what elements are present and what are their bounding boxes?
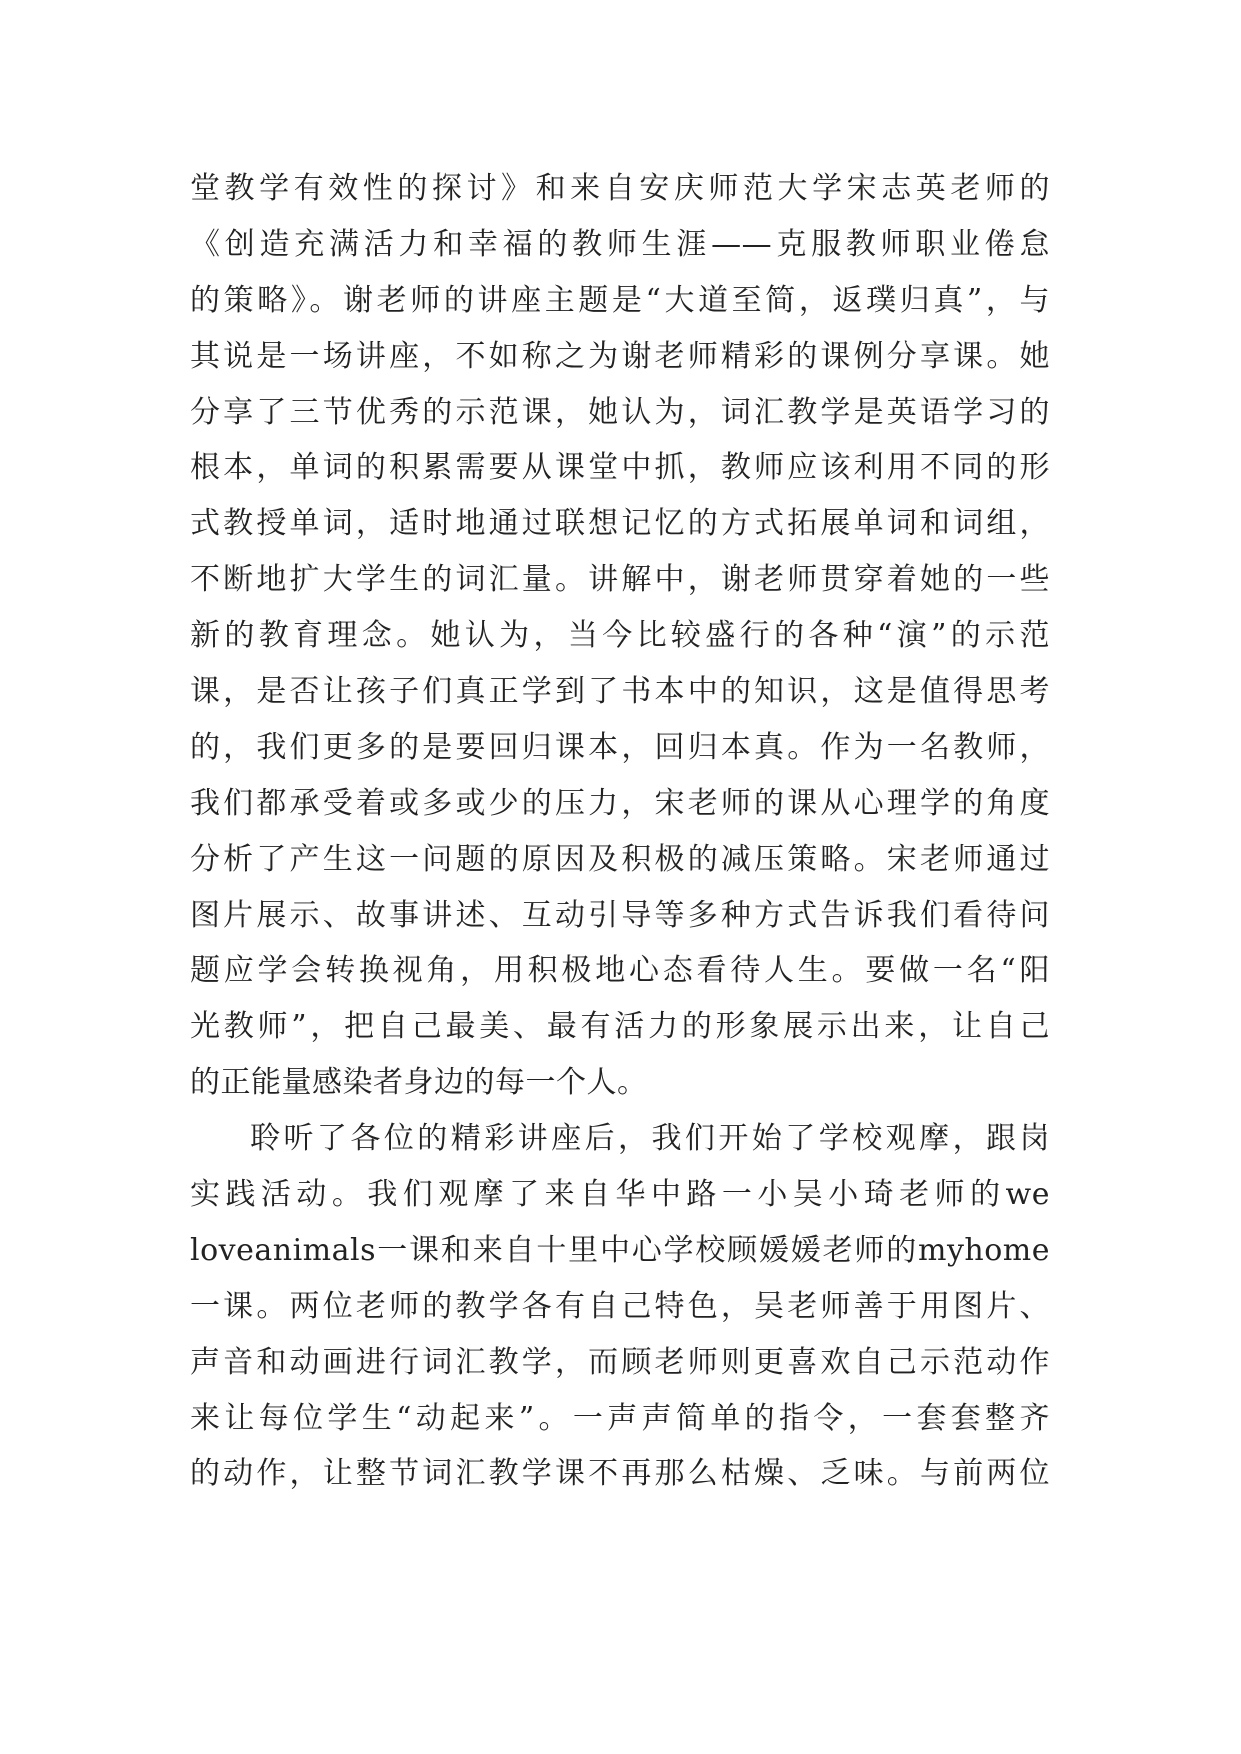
text-line: loveanimals一课和来自十里中心学校顾媛媛老师的myhome bbox=[190, 1232, 1050, 1268]
text-line: 不断地扩大学生的词汇量。讲解中，谢老师贯穿着她的一些 bbox=[190, 562, 1050, 598]
text-line: 式教授单词，适时地通过联想记忆的方式拓展单词和词组， bbox=[190, 506, 1050, 542]
text-line: 堂教学有效性的探讨》和来自安庆师范大学宋志英老师的 bbox=[190, 171, 1050, 206]
text-line: 《创造充满活力和幸福的教师生涯——克服教师职业倦怠 bbox=[190, 226, 1050, 262]
text-line: 聆听了各位的精彩讲座后，我们开始了学校观摩，跟岗 bbox=[250, 1121, 1050, 1157]
body-text bbox=[190, 161, 1050, 1502]
text-line: 的动作，让整节词汇教学课不再那么枯燥、乏味。与前两位 bbox=[190, 1456, 1050, 1492]
text-line: 的策略》。谢老师的讲座主题是“大道至简，返璞归真”，与 bbox=[190, 282, 1050, 318]
text-line: 分析了产生这一问题的原因及积极的减压策略。宋老师通过 bbox=[190, 841, 1050, 877]
text-line: 声音和动画进行词汇教学，而顾老师则更喜欢自己示范动作 bbox=[190, 1344, 1050, 1380]
text-line: 来让每位学生“动起来”。一声声简单的指令，一套套整齐 bbox=[190, 1400, 1050, 1436]
text-line: 图片展示、故事讲述、互动引导等多种方式告诉我们看待问 bbox=[190, 897, 1050, 933]
text-line: 根本，单词的积累需要从课堂中抓，教师应该利用不同的形 bbox=[190, 450, 1050, 486]
text-line: 一课。两位老师的教学各有自己特色，吴老师善于用图片、 bbox=[190, 1288, 1050, 1324]
text-line: 分享了三节优秀的示范课，她认为，词汇教学是英语学习的 bbox=[190, 394, 1050, 430]
text-line: 实践活动。我们观摩了来自华中路一小吴小琦老师的we bbox=[190, 1177, 1050, 1213]
text-line: 课，是否让孩子们真正学到了书本中的知识，这是值得思考 bbox=[190, 674, 1050, 710]
text-line: 光教师”，把自己最美、最有活力的形象展示出来，让自己 bbox=[190, 1009, 1050, 1045]
text-line: 新的教育理念。她认为，当今比较盛行的各种“演”的示范 bbox=[190, 618, 1050, 654]
text-line: 的正能量感染者身边的每一个人。 bbox=[190, 1065, 648, 1101]
text-line: 的，我们更多的是要回归课本，回归本真。作为一名教师， bbox=[190, 729, 1050, 765]
text-line: 我们都承受着或多或少的压力，宋老师的课从心理学的角度 bbox=[190, 785, 1050, 821]
text-line: 其说是一场讲座，不如称之为谢老师精彩的课例分享课。她 bbox=[190, 338, 1050, 374]
text-line: 题应学会转换视角，用积极地心态看待人生。要做一名“阳 bbox=[190, 953, 1050, 989]
